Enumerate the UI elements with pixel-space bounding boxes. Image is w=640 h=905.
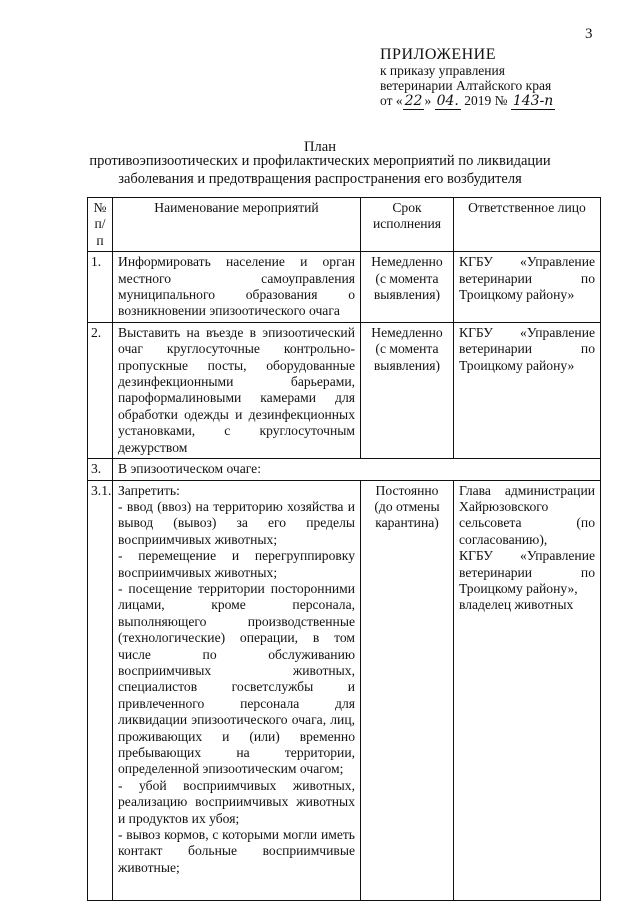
header-term: Срок исполнения [361, 198, 454, 252]
table-row [88, 459, 601, 480]
row-num: 2. [88, 322, 113, 458]
measure-item: - вывоз кормов, с которыми могли иметь контакт больные восприимчивые животные; [118, 827, 355, 875]
row-section-heading: В эпизоотическом очаге: [113, 459, 601, 480]
row-measure [113, 480, 361, 900]
table-header-row [88, 198, 601, 252]
row-responsible [454, 480, 601, 900]
plan-title: План [304, 139, 336, 155]
plan-subtitle-line-2: заболевания и предотвращения распространения его возбудителя [118, 171, 522, 187]
measure-item: - ввод (ввоз) на территорию хозяйства и вывод (вывоз) за его пределы восприимчивых животных; [118, 498, 355, 547]
row-num: 1. [88, 252, 113, 323]
row-responsible: КГБУ «Управление ветеринарии по Троицкому району» [454, 322, 601, 458]
responsible-line: Глава администрации Хайрюзовского сельсовета (по согласованию), [459, 482, 595, 547]
table-row [88, 322, 601, 458]
date-mid: » [424, 93, 432, 108]
appendix-date-line [380, 93, 555, 109]
header-num: № п/п [88, 198, 113, 252]
row-term: Постоянно (до отмены карантина) [361, 480, 454, 900]
row-num: 3. [88, 459, 113, 480]
table-row [88, 252, 601, 323]
measure-intro: Запретить: [118, 482, 180, 498]
handwritten-month: 04. [436, 93, 459, 109]
row-responsible: КГБУ «Управление ветеринарии по Троицкому району» [454, 252, 601, 323]
row-term: Немедленно (с момента выявления) [361, 252, 454, 323]
responsible-line: КГБУ «Управление ветеринарии по Троицкому району», [459, 548, 595, 596]
handwritten-order-number: 143-п [512, 93, 554, 109]
appendix-heading: ПРИЛОЖЕНИЕ [380, 46, 497, 63]
measure-item: - посещение территории посторонними лицами, кроме персонала, выполняющего производственные (технологические) операции, в том числе по обслуживанию восприимчивых животных, специалистов госветслужбы и привлеченного персонала для ликвидации эпизоотического очага, лиц, проживающих и (или) временно пребывающих на территории, определенной эпизоотическим очагом; [118, 580, 355, 777]
handwritten-day: 22 [404, 93, 423, 109]
page-number: 3 [585, 26, 593, 42]
table-row [88, 480, 601, 900]
row-num: 3.1. [88, 480, 113, 900]
measure-item: - убой восприимчивых животных, реализацию восприимчивых животных и продуктов их убоя; [118, 777, 355, 826]
appendix-block [380, 46, 555, 109]
date-prefix: от « [380, 93, 403, 108]
measure-item: - перемещение и перегруппировку восприимчивых животных; [118, 548, 355, 580]
header-name: Наименование мероприятий [113, 198, 361, 252]
year-number-label: 2019 № [464, 93, 508, 108]
header-responsible: Ответственное лицо [454, 198, 601, 252]
row-measure: Информировать население и орган местного самоуправления муниципального образования о возникновении эпизоотического очага [113, 252, 361, 323]
responsible-line: владелец животных [459, 597, 574, 613]
plan-subtitle-line-1: противоэпизоотических и профилактических мероприятий по ликвидации [89, 153, 551, 169]
appendix-line-2: ветеринарии Алтайского края [380, 78, 552, 93]
measures-table [87, 197, 601, 901]
appendix-line-1: к приказу управления [380, 63, 505, 78]
row-measure: Выставить на въезде в эпизоотический очаг круглосуточные контрольно-пропускные посты, оборудованные дезинфекционными барьерами, пароформалиновыми камерами для обработки одежды и дезинфекционных установками, с круглосуточным дежурством [113, 322, 361, 458]
row-term: Немедленно (с момента выявления) [361, 322, 454, 458]
